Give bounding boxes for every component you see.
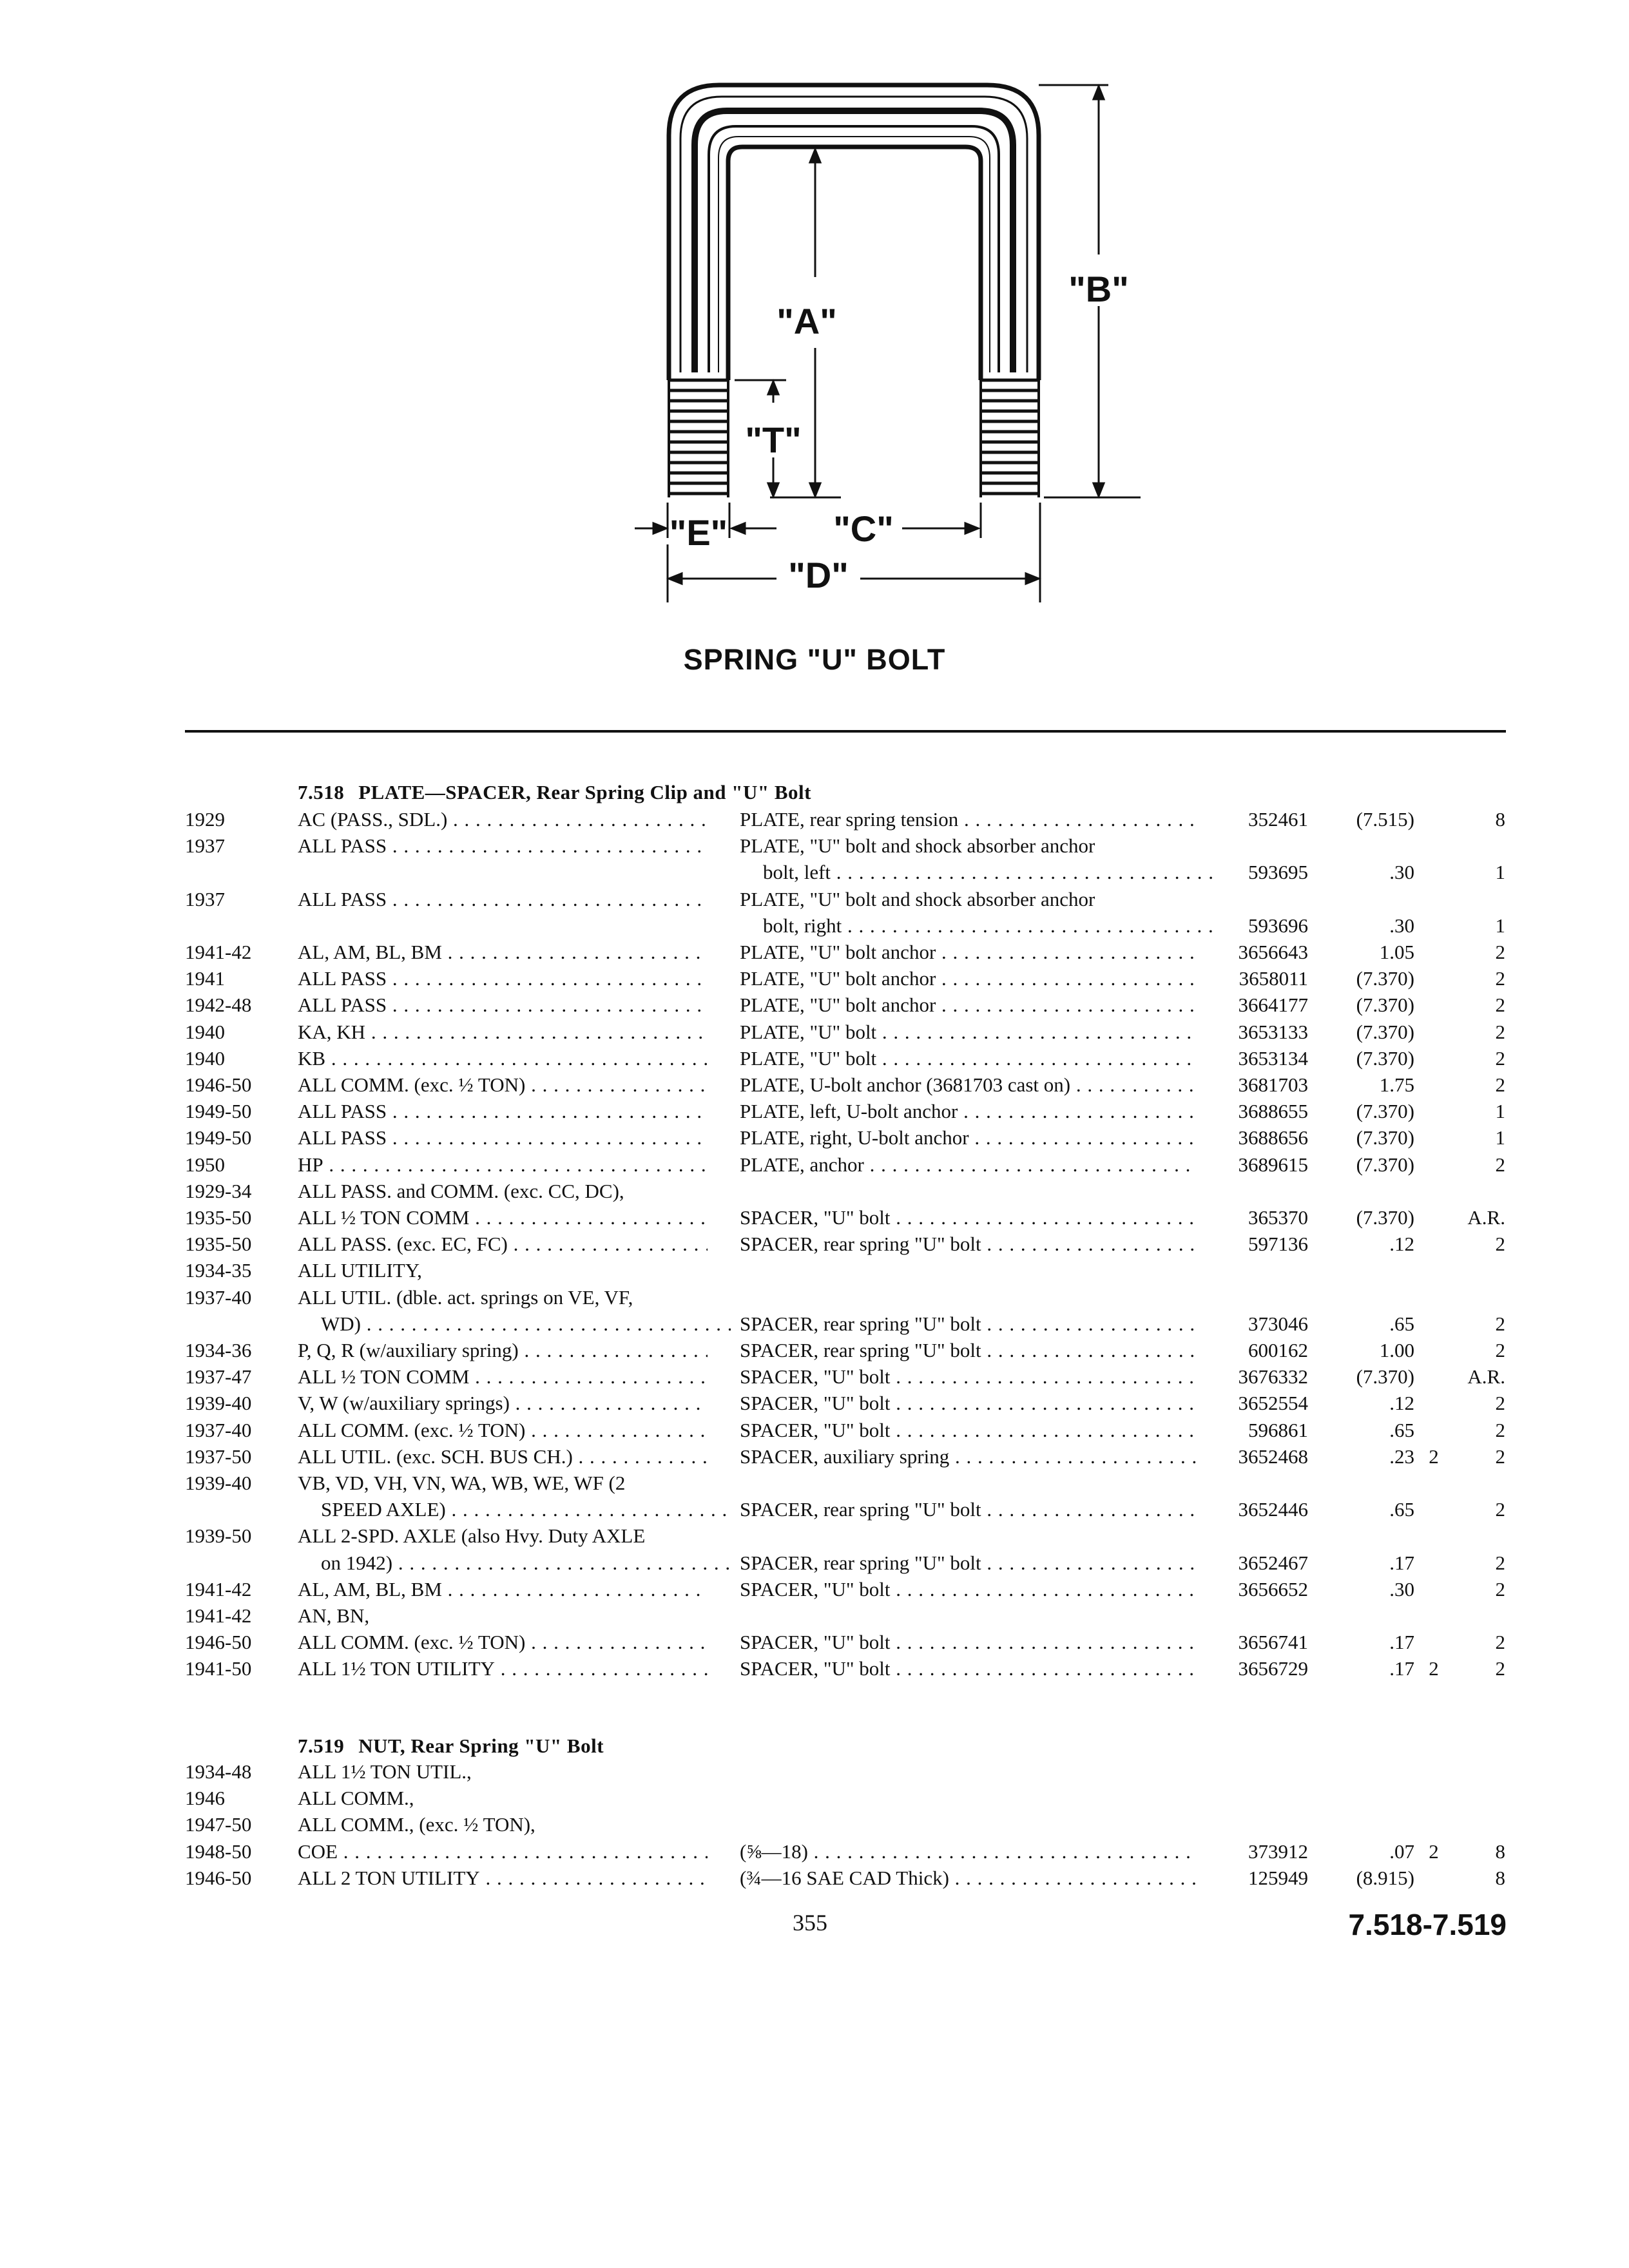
part-number-cell: 373912 [1248,1840,1308,1863]
table-row [0,1603,1629,1629]
section-title: NUT, Rear Spring "U" Bolt [358,1735,604,1757]
table-row [0,1019,1629,1045]
model-cell: AL, AM, BL, BM . . . [298,1577,708,1602]
price-cell: .12 [1389,1392,1414,1414]
part-number-cell: 593696 [1248,914,1308,937]
year-cell: 1939-40 [185,1392,252,1414]
part-number-cell: 3656652 [1238,1578,1308,1600]
table-row [0,1125,1629,1151]
price-cell: .65 [1389,1419,1414,1441]
description-cell: bolt, left . . . [740,860,1219,885]
price-cell: (7.370) [1356,1126,1414,1149]
year-cell: 1941 [185,967,225,990]
description-cell: PLATE, left, U-bolt anchor . . . [740,1099,1196,1124]
price-cell: .30 [1389,861,1414,883]
section-divider [185,730,1506,733]
quantity-cell: 8 [1495,808,1505,831]
quantity-cell: 2 [1495,1153,1505,1176]
model-cell: ALL 2-SPD. AXLE (also Hvy. Duty AXLE [298,1524,646,1547]
model-cell: HP . . . [298,1152,708,1178]
description-cell: PLATE, right, U-bolt anchor . . . [740,1125,1196,1151]
section-heading [298,781,811,804]
table-row [0,1523,1629,1549]
year-cell: 1934-35 [185,1259,252,1282]
part-number-cell: 3653133 [1238,1021,1308,1043]
model-cell: ALL COMM. (exc. ½ TON) . . . [298,1418,708,1443]
table-row [0,1390,1629,1416]
year-cell: 1942-48 [185,994,252,1016]
description-cell: PLATE, U-bolt anchor (3681703 cast on) . . . [740,1072,1196,1098]
quantity-cell: 2 [1495,1021,1505,1043]
table-row [0,887,1629,912]
table-row [0,1205,1629,1231]
label-b: "B" [1068,269,1129,309]
right-threads [979,377,1040,497]
quantity-cell: A.R. [1467,1206,1505,1229]
model-cell: ALL COMM., (exc. ½ TON), [298,1813,535,1836]
part-number-cell: 3652468 [1238,1445,1308,1468]
description-cell: SPACER, "U" bolt . . . [740,1656,1196,1682]
description-cell: PLATE, rear spring tension . . . [740,807,1196,832]
table-row [0,992,1629,1018]
model-cell: ALL PASS . . . [298,966,708,992]
description-cell: SPACER, rear spring "U" bolt . . . [740,1231,1196,1257]
description-cell: SPACER, "U" bolt . . . [740,1390,1196,1416]
part-number-cell: 3656643 [1238,941,1308,963]
quantity-cell: 2 [1495,1339,1505,1361]
quantity-cell: A.R. [1467,1365,1505,1388]
table-row [0,1072,1629,1098]
table-row [0,1338,1629,1363]
model-cell: ALL COMM. (exc. ½ TON) . . . [298,1072,708,1098]
quantity-cell: 2 [1495,1578,1505,1600]
diagram-caption: SPRING "U" BOLT [683,643,946,676]
model-cell: ALL PASS . . . [298,1125,708,1151]
description-cell: SPACER, rear spring "U" bolt . . . [740,1550,1196,1576]
table-row [0,1470,1629,1496]
year-cell: 1946 [185,1787,225,1809]
u-bolt-diagram [0,0,1629,619]
year-cell: 1950 [185,1153,225,1176]
year-cell: 1937-47 [185,1365,252,1388]
part-number-cell: 3658011 [1239,967,1308,990]
part-number-cell: 3656741 [1238,1631,1308,1653]
description-cell: (¾—16 SAE CAD Thick) . . . [740,1865,1196,1891]
extra-cell: 2 [1429,1840,1439,1863]
table-row [0,1046,1629,1072]
model-cell: ALL UTIL. (exc. SCH. BUS CH.) . . . [298,1444,708,1470]
description-cell: PLATE, "U" bolt and shock absorber anchor [740,834,1095,857]
description-cell: SPACER, "U" bolt . . . [740,1418,1196,1443]
description-cell: SPACER, auxiliary spring . . . [740,1444,1196,1470]
part-number-cell: 3652554 [1238,1392,1308,1414]
quantity-cell: 2 [1495,1073,1505,1096]
description-cell: PLATE, "U" bolt and shock absorber anchor [740,888,1095,910]
model-cell: ALL 1½ TON UTIL., [298,1760,472,1783]
price-cell: 1.75 [1379,1073,1414,1096]
part-number-cell: 3664177 [1238,994,1308,1016]
part-number-cell: 352461 [1248,808,1308,831]
part-number-cell: 596861 [1248,1419,1308,1441]
description-cell: SPACER, rear spring "U" bolt . . . [740,1338,1196,1363]
part-number-cell: 3688655 [1238,1100,1308,1122]
year-cell: 1941-42 [185,1604,252,1627]
model-cell: COE . . . [298,1839,708,1865]
description-cell: SPACER, "U" bolt . . . [740,1577,1196,1602]
extra-cell: 2 [1429,1445,1439,1468]
table-row [0,833,1629,859]
year-cell: 1941-50 [185,1657,252,1680]
model-cell: ALL UTILITY, [298,1259,422,1282]
year-cell: 1940 [185,1047,225,1070]
year-cell: 1939-40 [185,1472,252,1494]
table-row [0,1311,1629,1337]
quantity-cell: 2 [1495,994,1505,1016]
model-cell: ALL COMM., [298,1787,414,1809]
part-number-cell: 3656729 [1238,1657,1308,1680]
model-cell: ALL 1½ TON UTILITY . . . [298,1656,708,1682]
year-cell: 1934-36 [185,1339,252,1361]
price-cell: (7.370) [1356,1100,1414,1122]
description-cell: PLATE, "U" bolt . . . [740,1046,1196,1072]
part-number-cell: 373046 [1248,1312,1308,1335]
page-number: 355 [793,1910,827,1936]
part-number-cell: 3653134 [1238,1047,1308,1070]
description-cell: SPACER, rear spring "U" bolt . . . [740,1497,1196,1523]
quantity-cell: 2 [1495,941,1505,963]
table-row [0,1258,1629,1283]
description-cell: PLATE, anchor . . . [740,1152,1196,1178]
table-row [0,1839,1629,1865]
model-cell: ALL PASS . . . [298,992,708,1018]
model-cell: WD) . . . [298,1311,731,1337]
quantity-cell: 1 [1495,914,1505,937]
quantity-cell: 2 [1495,1312,1505,1335]
quantity-cell: 2 [1495,1392,1505,1414]
year-cell: 1941-42 [185,941,252,963]
table-row [0,1285,1629,1311]
quantity-cell: 2 [1495,1233,1505,1255]
label-t: "T" [745,419,802,460]
model-cell: ALL PASS. and COMM. (exc. CC, DC), [298,1180,624,1202]
price-cell: 1.00 [1379,1339,1414,1361]
part-number-cell: 3652467 [1238,1552,1308,1574]
table-row [0,1178,1629,1204]
quantity-cell: 2 [1495,1419,1505,1441]
year-cell: 1947-50 [185,1813,252,1836]
part-number-cell: 3676332 [1238,1365,1308,1388]
price-cell: .17 [1389,1631,1414,1653]
table-row [0,1152,1629,1178]
model-cell: on 1942) . . . [298,1550,731,1576]
table-row [0,1550,1629,1576]
table-row [0,939,1629,965]
description-cell: SPACER, rear spring "U" bolt . . . [740,1311,1196,1337]
price-cell: .12 [1389,1233,1414,1255]
year-cell: 1929 [185,808,225,831]
year-cell: 1937-50 [185,1445,252,1468]
year-cell: 1940 [185,1021,225,1043]
quantity-cell: 2 [1495,967,1505,990]
price-cell: .23 [1389,1445,1414,1468]
quantity-cell: 2 [1495,1657,1505,1680]
model-cell: ALL PASS . . . [298,887,708,912]
price-cell: (7.370) [1356,994,1414,1016]
model-cell: AL, AM, BL, BM . . . [298,939,708,965]
description-cell: SPACER, "U" bolt . . . [740,1364,1196,1390]
year-cell: 1946-50 [185,1867,252,1889]
model-cell: V, W (w/auxiliary springs) . . . [298,1390,708,1416]
label-c: "C" [833,508,894,549]
table-row [0,1497,1629,1523]
price-cell: 1.05 [1379,941,1414,963]
label-a: "A" [776,301,837,341]
quantity-cell: 2 [1495,1047,1505,1070]
price-cell: (7.370) [1356,1365,1414,1388]
table-row [0,1629,1629,1655]
table-row [0,1865,1629,1891]
table-row [0,966,1629,992]
table-row [0,1759,1629,1785]
part-number-cell: 125949 [1248,1867,1308,1889]
section-number: 7.519 [298,1735,345,1757]
table-row [0,1099,1629,1124]
year-cell: 1935-50 [185,1233,252,1255]
quantity-cell: 1 [1495,861,1505,883]
table-row [0,1418,1629,1443]
quantity-cell: 2 [1495,1631,1505,1653]
description-cell: bolt, right . . . [740,913,1219,939]
model-cell: ALL 2 TON UTILITY . . . [298,1865,708,1891]
table-row [0,1812,1629,1838]
model-cell: ALL COMM. (exc. ½ TON) . . . [298,1629,708,1655]
part-number-cell: 365370 [1248,1206,1308,1229]
table-row [0,1785,1629,1811]
model-cell: ALL PASS. (exc. EC, FC) . . . [298,1231,708,1257]
year-cell: 1929-34 [185,1180,252,1202]
year-cell: 1946-50 [185,1631,252,1653]
price-cell: .07 [1389,1840,1414,1863]
quantity-cell: 2 [1495,1552,1505,1574]
table-row [0,860,1629,885]
section-title: PLATE—SPACER, Rear Spring Clip and "U" Bolt [358,781,811,803]
price-cell: (7.370) [1356,967,1414,990]
price-cell: (7.515) [1356,808,1414,831]
price-cell: .65 [1389,1498,1414,1521]
table-row [0,1444,1629,1470]
label-e: "E" [669,512,728,553]
year-cell: 1948-50 [185,1840,252,1863]
price-cell: .30 [1389,914,1414,937]
description-cell: PLATE, "U" bolt anchor . . . [740,966,1196,992]
quantity-cell: 1 [1495,1126,1505,1149]
price-cell: .65 [1389,1312,1414,1335]
price-cell: (8.915) [1356,1867,1414,1889]
quantity-cell: 8 [1495,1867,1505,1889]
part-number-cell: 600162 [1248,1339,1308,1361]
model-cell: AC (PASS., SDL.) . . . [298,807,708,832]
price-cell: .17 [1389,1552,1414,1574]
model-cell: VB, VD, VH, VN, WA, WB, WE, WF (2 [298,1472,626,1494]
year-cell: 1946-50 [185,1073,252,1096]
label-d: "D" [788,555,849,595]
model-cell: AN, BN, [298,1604,370,1627]
description-cell: SPACER, "U" bolt . . . [740,1205,1196,1231]
year-cell: 1937-40 [185,1286,252,1309]
description-cell: PLATE, "U" bolt anchor . . . [740,939,1196,965]
year-cell: 1937 [185,888,225,910]
year-cell: 1949-50 [185,1100,252,1122]
section-range: 7.518-7.519 [1348,1908,1507,1941]
model-cell: ALL ½ TON COMM . . . [298,1205,708,1231]
model-cell: KA, KH . . . [298,1019,708,1045]
quantity-cell: 8 [1495,1840,1505,1863]
model-cell: ALL UTIL. (dble. act. springs on VE, VF, [298,1286,633,1309]
table-row [0,1577,1629,1602]
model-cell: ALL PASS . . . [298,1099,708,1124]
description-cell: PLATE, "U" bolt . . . [740,1019,1196,1045]
model-cell: P, Q, R (w/auxiliary spring) . . . [298,1338,708,1363]
year-cell: 1935-50 [185,1206,252,1229]
table-row [0,1656,1629,1682]
part-number-cell: 3688656 [1238,1126,1308,1149]
quantity-cell: 2 [1495,1445,1505,1468]
left-threads [668,377,729,497]
table-row [0,913,1629,939]
price-cell: (7.370) [1356,1021,1414,1043]
year-cell: 1941-42 [185,1578,252,1600]
part-number-cell: 3681703 [1238,1073,1308,1096]
description-cell: PLATE, "U" bolt anchor . . . [740,992,1196,1018]
price-cell: .30 [1389,1578,1414,1600]
model-cell: ALL ½ TON COMM . . . [298,1364,708,1390]
price-cell: (7.370) [1356,1047,1414,1070]
quantity-cell: 2 [1495,1498,1505,1521]
table-row [0,807,1629,832]
table-row [0,1364,1629,1390]
year-cell: 1949-50 [185,1126,252,1149]
price-cell: (7.370) [1356,1206,1414,1229]
part-number-cell: 597136 [1248,1233,1308,1255]
description-cell: SPACER, "U" bolt . . . [740,1629,1196,1655]
model-cell: KB . . . [298,1046,708,1072]
part-number-cell: 3689615 [1238,1153,1308,1176]
year-cell: 1937-40 [185,1419,252,1441]
model-cell: SPEED AXLE) . . . [298,1497,731,1523]
year-cell: 1939-50 [185,1524,252,1547]
extra-cell: 2 [1429,1657,1439,1680]
price-cell: .17 [1389,1657,1414,1680]
table-row [0,1231,1629,1257]
year-cell: 1937 [185,834,225,857]
description-cell: (⅝—18) . . . [740,1839,1196,1865]
u-bolt-body [669,85,1039,380]
section-number: 7.518 [298,781,345,803]
part-number-cell: 3652446 [1238,1498,1308,1521]
part-number-cell: 593695 [1248,861,1308,883]
price-cell: (7.370) [1356,1153,1414,1176]
model-cell: ALL PASS . . . [298,833,708,859]
section-heading [298,1735,604,1758]
year-cell: 1934-48 [185,1760,252,1783]
quantity-cell: 1 [1495,1100,1505,1122]
